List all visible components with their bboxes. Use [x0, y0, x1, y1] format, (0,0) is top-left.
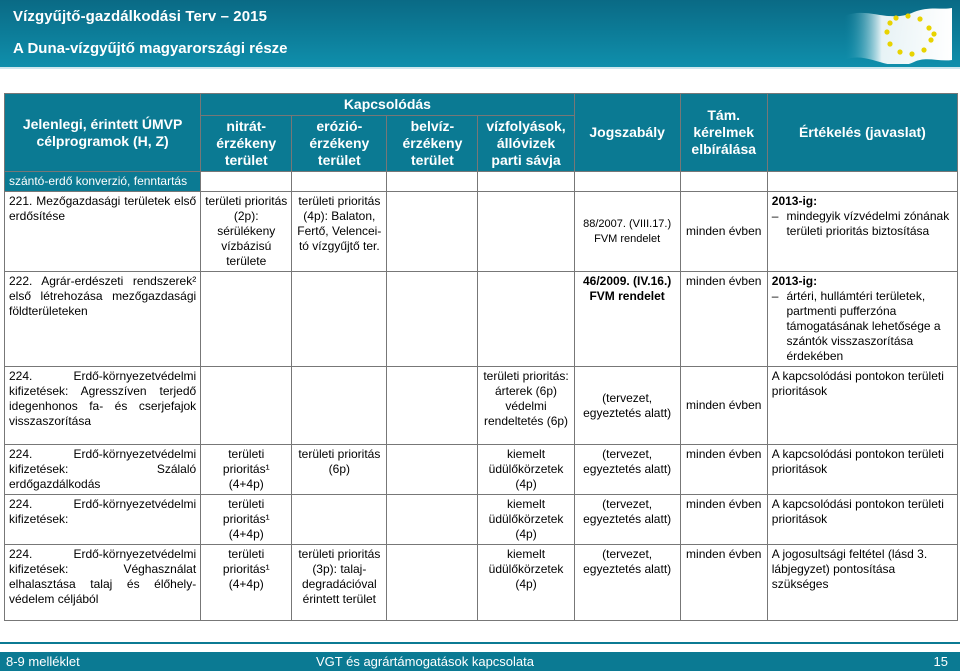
row-224c-tam: minden évben — [680, 495, 767, 545]
row-224a-jogszabaly: (tervezet, egyeztetés alatt) — [574, 367, 680, 445]
row-221-nitrat: területi prioritás (2p): sérülékeny vízbázisú területe — [201, 192, 292, 272]
row-224b-vizfolyas: kiemelt üdülőkörzetek (4p) — [478, 445, 574, 495]
footer-annex: 8-9 melléklet — [6, 654, 80, 669]
row-224a-target: 224. Erdő-környezetvédelmi kifizetések: Agresszíven terjedő idegenhonos fa- és cserjefajok visszaszorítása — [5, 367, 201, 445]
row-222-jogszabaly: 46/2009. (IV.16.) FVM rendelet — [574, 272, 680, 367]
row-224b-erozio: területi prioritás (6p) — [292, 445, 387, 495]
row-224d-target: 224. Erdő-környezetvédelmi kifizetések: Véghasználat elhalasztása talaj és élőhely-védelem céljából — [5, 545, 201, 621]
row-221-eval-dash: – — [771, 209, 779, 223]
row-224b-target: 224. Erdő-környezetvédelmi kifizetések: Szálaló erdőgazdálkodás — [5, 445, 201, 495]
row-224d-ertekeles: A jogosultsági feltétel (lásd 3. lábjegyzet) pontosítása szükséges — [767, 545, 957, 621]
row-221-target: 221. Mezőgazdasági területek első erdősítése — [5, 192, 201, 272]
row-224c-jogszabaly: (tervezet, egyeztetés alatt) — [574, 495, 680, 545]
footer-divider — [0, 642, 960, 644]
row-222-tam: minden évben — [680, 272, 767, 367]
row-224a-vizfolyas: területi prioritás: árterek (6p) védelmi rendeltetés (6p) — [478, 367, 574, 445]
col-header-kapcsolodas: Kapcsolódás — [201, 94, 574, 116]
header-subtitle: A Duna-vízgyűjtő magyarországi része — [13, 40, 288, 57]
row-222-eval-year: 2013-ig: — [771, 274, 818, 288]
row-224b-ertekeles: A kapcsolódási pontokon területi prioritások — [767, 445, 957, 495]
row-221-erozio: területi prioritás (4p): Balaton, Fertő, Velencei-tó vízgyűjtő ter. — [292, 192, 387, 272]
row-224a-tam: minden évben — [680, 367, 767, 445]
col-header-tam: Tám. kérelmek elbírálása — [680, 94, 767, 172]
footer-bar — [0, 652, 960, 671]
row-222-ertekeles — [767, 272, 957, 367]
row-224c-ertekeles: A kapcsolódási pontokon területi prioritások — [767, 495, 957, 545]
col-header-targets: Jelenlegi, érintett ÚMVP célprogramok (H, Z) — [5, 94, 201, 172]
row-224d-jogszabaly: (tervezet, egyeztetés alatt) — [574, 545, 680, 621]
page-number: 15 — [933, 654, 948, 669]
row-224d-vizfolyas: kiemelt üdülőkörzetek (4p) — [478, 545, 574, 621]
row-221-tam: minden évben — [680, 192, 767, 272]
row-224b-tam: minden évben — [680, 445, 767, 495]
header-bar — [0, 0, 960, 67]
programme-table — [4, 93, 958, 621]
header-divider — [0, 67, 960, 69]
row-224c-nitrat: területi prioritás¹ (4+4p) — [201, 495, 292, 545]
col-header-belviz: belvíz-érzékeny terület — [387, 116, 478, 172]
col-header-erozio: erózió-érzékeny terület — [292, 116, 387, 172]
row-224c-target: 224. Erdő-környezetvédelmi kifizetések: — [5, 495, 201, 545]
row-221-jogszabaly: 88/2007. (VIII.17.) FVM rendelet — [574, 192, 680, 272]
row-224d-tam: minden évben — [680, 545, 767, 621]
row-222-target: 222. Agrár-erdészeti rendszerek² első létrehozása mezőgazdasági földterületeken — [5, 272, 201, 367]
row-224d-nitrat: területi prioritás¹ (4+4p) — [201, 545, 292, 621]
footer-title: VGT és agrártámogatások kapcsolata — [316, 654, 534, 669]
col-header-nitrat: nitrát-érzékeny terület — [201, 116, 292, 172]
col-header-ertekeles: Értékelés (javaslat) — [767, 94, 957, 172]
row-222-eval-dash: – — [771, 289, 779, 303]
header-title: Vízgyűjtő-gazdálkodási Terv – 2015 — [13, 8, 268, 25]
row-222-eval-text: ártéri, hullámtéri területek, partmenti pufferzóna támogatásának lehetősége a szántók visszaszorítása érdekében — [786, 289, 941, 363]
row-224d-erozio: területi prioritás (3p): talaj-degradációval érintett terület — [292, 545, 387, 621]
row-221-ertekeles — [767, 192, 957, 272]
row-224c-vizfolyas: kiemelt üdülőkörzetek (4p) — [478, 495, 574, 545]
section-label: szántó-erdő konverzió, fenntartás — [5, 172, 201, 192]
row-221-eval-text: mindegyik vízvédelmi zónának területi prioritás biztosítása — [786, 209, 950, 238]
row-224b-nitrat: területi prioritás¹ (4+4p) — [201, 445, 292, 495]
row-224b-jogszabaly: (tervezet, egyeztetés alatt) — [574, 445, 680, 495]
col-header-vizfolyas: vízfolyások, állóvizek parti sávja — [478, 116, 574, 172]
eu-flag-icon — [834, 4, 952, 64]
row-224a-ertekeles: A kapcsolódási pontokon területi prioritások — [767, 367, 957, 445]
row-221-eval-year: 2013-ig: — [771, 194, 818, 208]
col-header-jogszabaly: Jogszabály — [574, 94, 680, 172]
